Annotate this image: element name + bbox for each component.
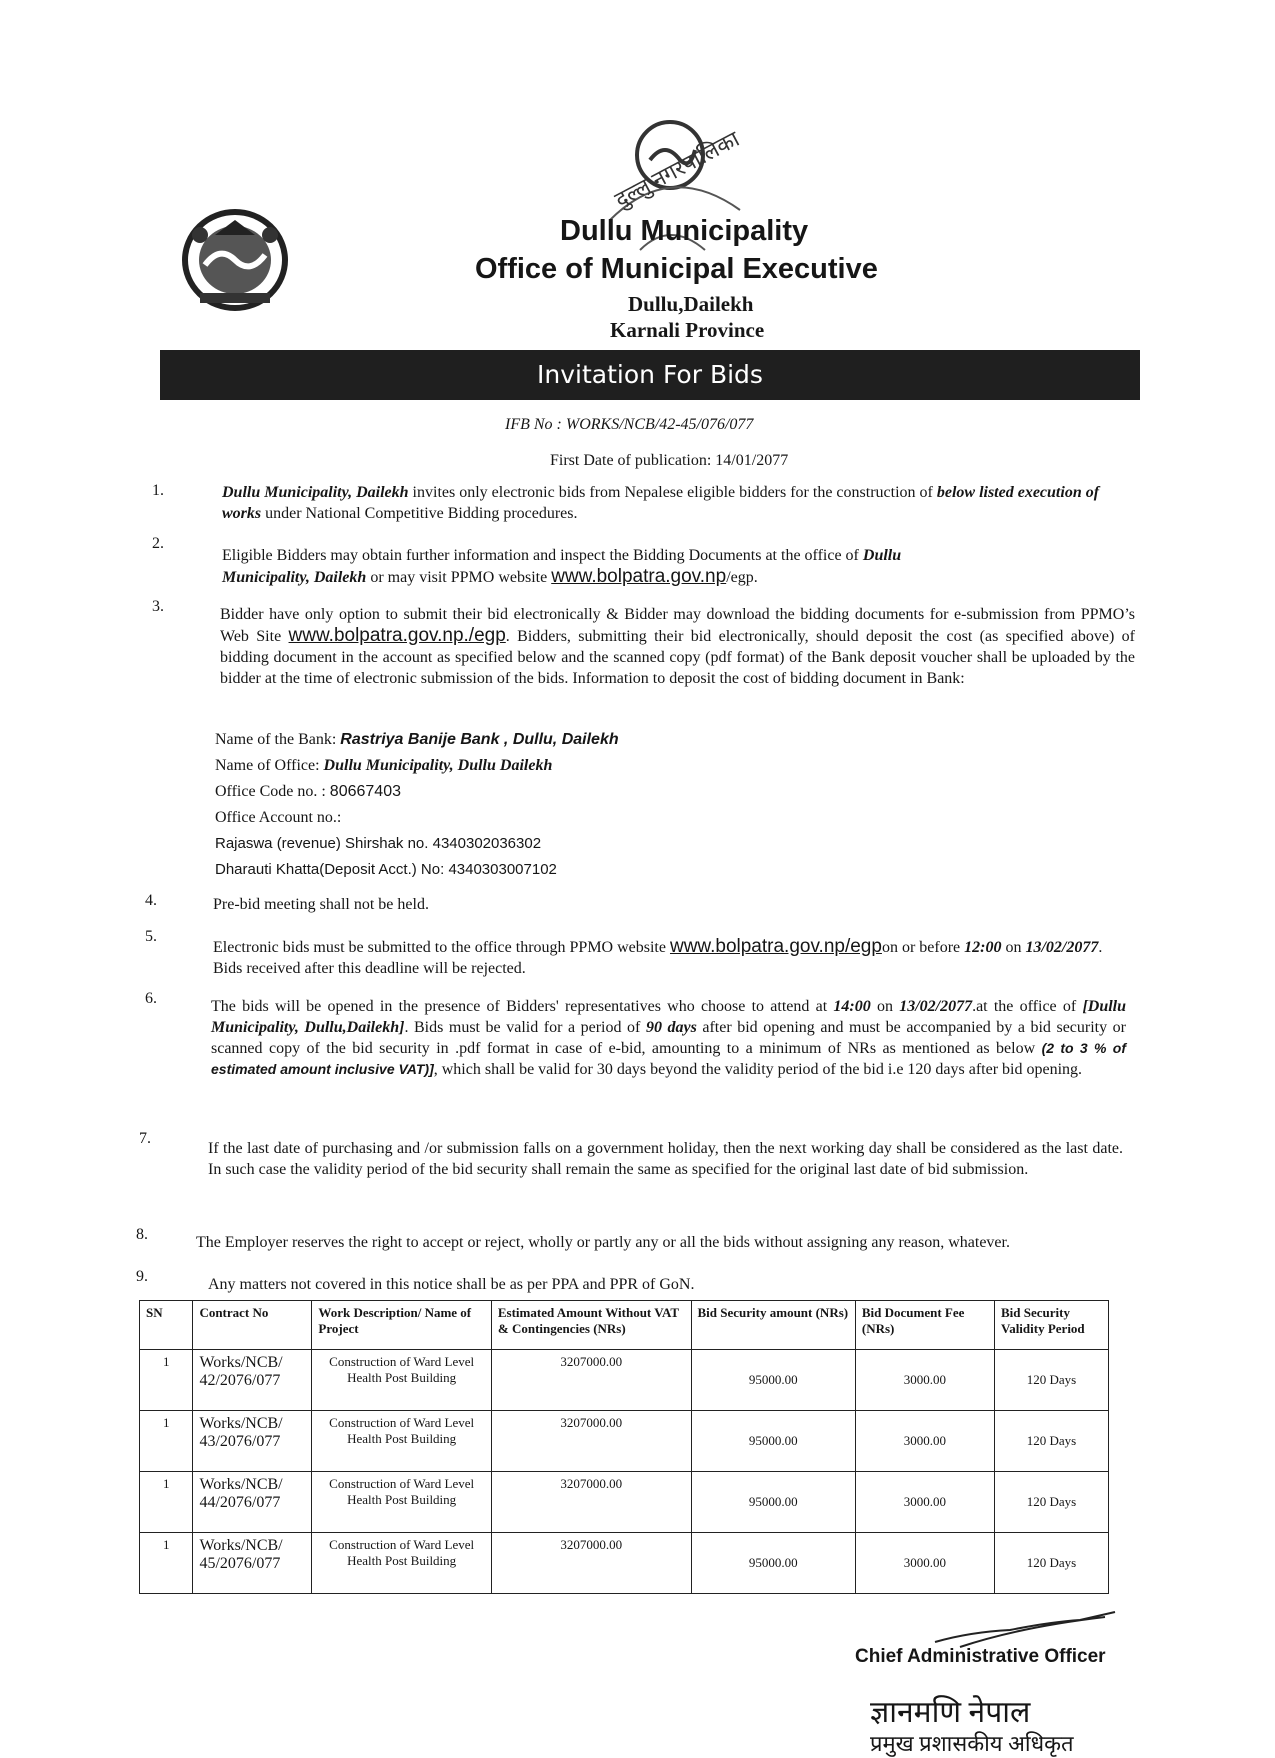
office-value: Dullu Municipality, Dullu Dailekh [323,757,553,774]
table-header-row [140,1301,1109,1350]
col-validity: Bid Security Validity Period [995,1301,1109,1350]
cell-work: Construction of Ward Level Health Post Building [312,1533,491,1594]
ifb-number: IFB No : WORKS/NCB/42-45/076/077 [505,416,754,433]
item-2-text-end: /egp. [726,569,758,586]
bank-info [215,727,619,883]
col-work-description: Work Description/ Name of Project [312,1301,491,1350]
col-estimated-amount: Estimated Amount Without VAT & Contingencies (NRs) [491,1301,691,1350]
item-5-on: on [1001,939,1026,956]
cell-fee: 3000.00 [855,1411,994,1472]
bank-name-row [215,727,619,753]
item-3 [220,604,1135,689]
office-name: Office of Municipal Executive [475,253,878,285]
cell-security: 95000.00 [691,1411,855,1472]
ppmo-egp-link-2[interactable]: www.bolpatra.gov.np/egp [669,936,882,957]
cell-work: Construction of Ward Level Health Post Building [312,1472,491,1533]
title-banner: Invitation For Bids [160,350,1140,400]
item-number: 4. [145,892,157,909]
item-8: The Employer reserves the right to accept or reject, wholly or partly any or all the bids without assigning any reason, whatever. [196,1234,1010,1251]
item-6-days: 90 days [645,1019,697,1036]
cell-security: 95000.00 [691,1533,855,1594]
org-name: Dullu Municipality [560,215,809,247]
item-2-text-mid: or may visit PPMO website [366,569,552,586]
cell-validity: 120 Days [995,1411,1109,1472]
item-5-text-end: . Bids received after this deadline will be rejected. [213,939,1103,977]
bank-value: Rastriya Banije Bank , Dullu, Dailekh [340,731,619,748]
cell-security: 95000.00 [691,1350,855,1411]
item-5-text-mid: on or before [881,939,965,956]
signature-icon [930,1602,1120,1652]
address-line-2: Karnali Province [610,318,765,342]
cell-security: 95000.00 [691,1472,855,1533]
cell-validity: 120 Days [995,1472,1109,1533]
cell-sn: 1 [140,1472,193,1533]
col-sn: SN [140,1301,193,1350]
cell-sn: 1 [140,1350,193,1411]
publication-date: First Date of publication: 14/01/2077 [550,452,789,469]
nepal-emblem-icon [175,205,295,315]
item-2-text: Eligible Bidders may obtain further information and inspect the Bidding Documents at the office of [222,547,863,564]
table-row [140,1533,1109,1594]
cell-work: Construction of Ward Level Health Post Building [312,1350,491,1411]
item-5-date: 13/02/2077 [1025,939,1099,956]
cell-fee: 3000.00 [855,1533,994,1594]
item-6-office: .at the office of [972,998,1083,1015]
bank-label: Name of the Bank: [215,731,341,748]
cell-sn: 1 [140,1533,193,1594]
item-number: 5. [145,928,157,945]
item-1-text-end: under National Competitive Bidding procedures. [261,505,578,522]
account-label: Office Account no.: [215,809,342,826]
item-number: 6. [145,990,157,1007]
rajaswa-account: Rajaswa (revenue) Shirshak no. 4340302036302 [215,835,542,852]
address-line-1: Dullu,Dailekh [628,292,754,316]
item-number: 2. [152,535,164,552]
item-2-municipality: Dullu Municipality, Dailekh [222,547,902,586]
ppmo-egp-link[interactable]: www.bolpatra.gov.np./egp [288,625,506,646]
item-6-date: 13/02/2077 [899,998,973,1015]
ppmo-website-link[interactable]: www.bolpatra.gov.np [551,566,727,587]
item-number: 8. [136,1226,148,1243]
cell-fee: 3000.00 [855,1350,994,1411]
item-6-on: on [870,998,900,1015]
item-6-text-end: , which shall be valid for 30 days beyond the validity period of the bid i.e 120 days after bid opening. [433,1061,1083,1078]
item-7: If the last date of purchasing and /or submission falls on a government holiday, then the next working day shall be considered as the last date. In such case the validity period of the bid security shall remain the same as specified for the original last date of bid submission. [208,1140,1123,1178]
item-5-text: Electronic bids must be submitted to the office through PPMO website [213,939,670,956]
item-6 [211,996,1126,1080]
item-number: 7. [139,1130,151,1147]
cell-estimate: 3207000.00 [491,1411,691,1472]
item-number: 9. [136,1268,148,1285]
item-9: Any matters not covered in this notice shall be as per PPA and PPR of GoN. [208,1276,695,1293]
item-1 [222,482,1137,524]
item-6-percentage: (2 to 3 % of estimated amount inclusive VAT)] [211,1040,1126,1077]
cell-contract-no: Works/NCB/ 45/2076/077 [193,1533,312,1594]
cell-estimate: 3207000.00 [491,1350,691,1411]
col-contract-no: Contract No [193,1301,312,1350]
office-name-row [215,753,619,779]
signatory-title: Chief Administrative Officer [855,1646,1106,1667]
item-1-text: invites only electronic bids from Nepalese eligible bidders for the construction of [408,484,937,501]
code-label: Office Code no. : [215,783,330,800]
cell-contract-no: Works/NCB/ 44/2076/077 [193,1472,312,1533]
cell-estimate: 3207000.00 [491,1533,691,1594]
cell-estimate: 3207000.00 [491,1472,691,1533]
code-value: 80667403 [329,783,401,800]
table-row [140,1472,1109,1533]
item-1-municipality: Dullu Municipality, Dailekh [222,484,409,501]
cell-validity: 120 Days [995,1533,1109,1594]
item-5 [213,936,1128,979]
cell-validity: 120 Days [995,1350,1109,1411]
item-6-municipality: [Dullu Municipality, Dullu,Dailekh] [211,998,1127,1036]
cell-contract-no: Works/NCB/ 42/2076/077 [193,1350,312,1411]
item-5-time: 12:00 [964,939,1002,956]
signatory-name-nepali: ज्ञानमणि नेपाल [870,1696,1031,1729]
cell-work: Construction of Ward Level Health Post Building [312,1411,491,1472]
table-row [140,1350,1109,1411]
item-1-emphasis: below listed execution of works [222,484,1100,522]
col-bid-security: Bid Security amount (NRs) [691,1301,855,1350]
cell-contract-no: Works/NCB/ 43/2076/077 [193,1411,312,1472]
cell-sn: 1 [140,1411,193,1472]
item-4: Pre-bid meeting shall not be held. [213,896,429,913]
item-6-text: The bids will be opened in the presence of Bidders' representatives who choose to attend at [211,998,834,1015]
cell-fee: 3000.00 [855,1472,994,1533]
contracts-table [139,1300,1109,1594]
item-6-security: after bid opening and must be accompanied by a bid security or scanned copy of the bid security in .pdf format in case of e-bid, amounting to a minimum of NRs as mentioned as below [211,1019,1127,1057]
table-row [140,1411,1109,1472]
item-number: 3. [152,598,164,615]
svg-text:दुल्लु नगरपालिका: दुल्लु नगरपालिका [610,126,744,213]
office-label: Name of Office: [215,757,324,774]
item-number: 1. [152,482,164,499]
office-code-row [215,779,619,805]
item-2 [222,545,922,588]
col-document-fee: Bid Document Fee (NRs) [855,1301,994,1350]
item-6-time: 14:00 [833,998,871,1015]
item-6-valid: . Bids must be valid for a period of [404,1019,646,1036]
signatory-title-nepali: प्रमुख प्रशासकीय अधिकृत [870,1731,1074,1756]
item-3-text-end: . Bidders, submitting their bid electronically, should deposit the cost (as specified above) of bidding document in the account as specified below and the scanned copy (pdf format) of the Bank deposit voucher shall be uploaded by the bidder at the time of electronic submission of the bids. Information to deposit the cost of bidding document in Bank: [220,628,1135,687]
dharauti-account: Dharauti Khatta(Deposit Acct.) No: 4340303007102 [215,861,557,878]
item-3-text: Bidder have only option to submit their bid electronically & Bidder may download the bidding documents for e-submission from PPMO’s Web Site [220,606,1135,645]
